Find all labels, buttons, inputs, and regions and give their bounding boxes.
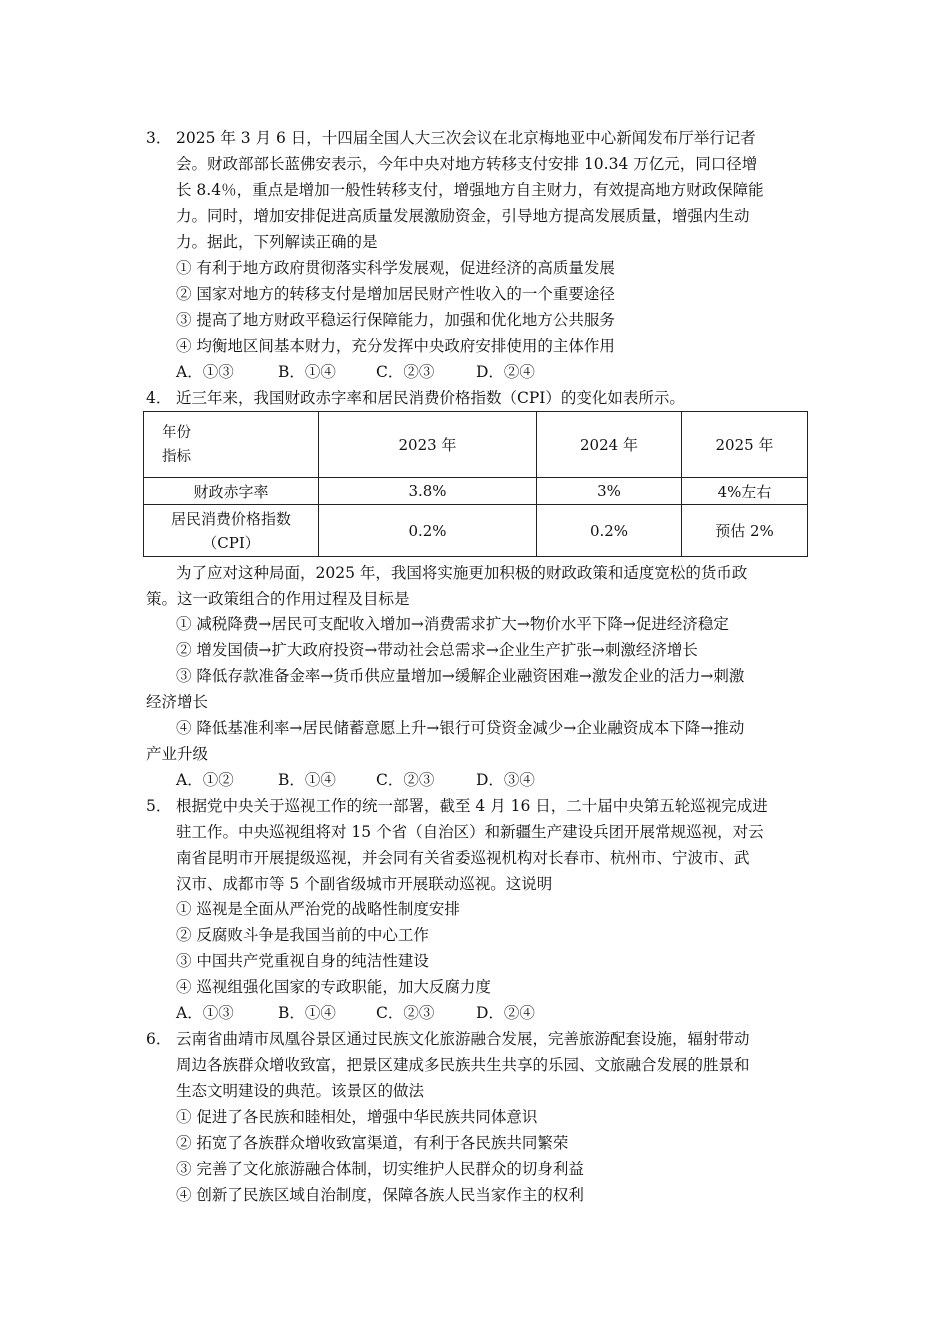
question-text-line: 长 8.4％，重点是增加一般性转移支付，增强地方自主财力，有效提高地方财政保障能 xyxy=(176,181,764,199)
option-c[interactable]: C．②③ xyxy=(376,363,435,381)
question-text-line: 2025 年 3 月 6 日，十四届全国人大三次会议在北京梅地亚中心新闻发布厅举行记者 xyxy=(176,129,756,147)
answer-options xyxy=(176,360,535,384)
statement-item-continuation: 产业升级 xyxy=(146,745,209,763)
table-cell: 0.2% xyxy=(537,505,682,557)
question-text-line: 策。这一政策组合的作用过程及目标是 xyxy=(146,590,410,608)
question-text-line: 驻工作。中央巡视组将对 15 个省（自治区）和新疆生产建设兵团开展常规巡视，对云 xyxy=(176,823,764,841)
statement-item: ② 增发国债→扩大政府投资→带动社会总需求→企业生产扩张→刺激经济增长 xyxy=(176,641,698,659)
option-d[interactable]: D．②④ xyxy=(476,1004,535,1022)
table-cell: 0.2% xyxy=(319,505,537,557)
question-number: 4． xyxy=(146,389,172,407)
corner-top-label: 年份 xyxy=(162,424,191,441)
option-c[interactable]: C．②③ xyxy=(376,1004,435,1022)
table-header-cell: 2025 年 xyxy=(682,412,808,478)
table-cell: 预估 2% xyxy=(682,505,808,557)
question-number: 5． xyxy=(146,797,172,815)
question-text-line: 周边各族群众增收致富，把景区建成多民族共生共享的乐园、文旅融合发展的胜景和 xyxy=(176,1056,750,1074)
table-corner-cell xyxy=(144,412,319,478)
answer-options xyxy=(176,768,535,792)
question-text-line: 为了应对这种局面，2025 年，我国将实施更加积极的财政政策和适度宽松的货币政 xyxy=(176,564,748,582)
statement-item: ④ 创新了民族区域自治制度，保障各族人民当家作主的权利 xyxy=(176,1186,584,1204)
row-label-line: （CPI） xyxy=(202,533,260,552)
question-text-line: 南省昆明市开展提级巡视，并会同有关省委巡视机构对长春市、杭州市、宁波市、武 xyxy=(176,849,750,867)
table-row-label xyxy=(144,505,319,557)
row-label-line: 居民消费价格指数 xyxy=(170,509,291,528)
table-cell: 3.8% xyxy=(319,478,537,505)
statement-item: ② 国家对地方的转移支付是增加居民财产性收入的一个重要途径 xyxy=(176,285,615,303)
statement-item: ③ 完善了文化旅游融合体制，切实维护人民群众的切身利益 xyxy=(176,1160,584,1178)
question-text-line: 近三年来，我国财政赤字率和居民消费价格指数（CPI）的变化如表所示。 xyxy=(176,389,685,407)
table-header-cell: 2023 年 xyxy=(319,412,537,478)
option-a[interactable]: A．①③ xyxy=(176,1004,234,1022)
table-row xyxy=(144,505,808,557)
statement-item: ① 有利于地方政府贯彻落实科学发展观，促进经济的高质量发展 xyxy=(176,259,615,277)
statement-item: ③ 中国共产党重视自身的纯洁性建设 xyxy=(176,952,429,970)
table-cell: 3% xyxy=(537,478,682,505)
question-text-line: 生态文明建设的典范。该景区的做法 xyxy=(176,1082,425,1100)
option-d[interactable]: D．②④ xyxy=(476,363,535,381)
option-a[interactable]: A．①② xyxy=(176,771,234,789)
option-b[interactable]: B．①④ xyxy=(278,1004,336,1022)
statement-item: ② 反腐败斗争是我国当前的中心工作 xyxy=(176,926,429,944)
statement-item-continuation: 经济增长 xyxy=(146,693,209,711)
table-header-row xyxy=(144,412,808,478)
question-number: 3． xyxy=(146,129,172,147)
option-b[interactable]: B．①④ xyxy=(278,771,336,789)
statement-item: ① 巡视是全面从严治党的战略性制度安排 xyxy=(176,900,460,918)
statement-item: ④ 均衡地区间基本财力，充分发挥中央政府安排使用的主体作用 xyxy=(176,337,615,355)
question-text-line: 云南省曲靖市凤凰谷景区通过民族文化旅游融合发展，完善旅游配套设施，辐射带动 xyxy=(176,1030,750,1048)
question-text-line: 汉市、成都市等 5 个副省级城市开展联动巡视。这说明 xyxy=(176,875,553,893)
statement-item: ③ 降低存款准备金率→货币供应量增加→缓解企业融资困难→激发企业的活力→刺激 xyxy=(176,667,745,685)
statement-item: ② 拓宽了各族群众增收致富渠道，有利于各民族共同繁荣 xyxy=(176,1134,569,1152)
option-b[interactable]: B．①④ xyxy=(278,363,336,381)
option-c[interactable]: C．②③ xyxy=(376,771,435,789)
table-row xyxy=(144,478,808,505)
table-header-cell: 2024 年 xyxy=(537,412,682,478)
question-text-line: 根据党中央关于巡视工作的统一部署，截至 4 月 16 日，二十届中央第五轮巡视完成进 xyxy=(176,797,768,815)
statement-item: ④ 降低基准利率→居民储蓄意愿上升→银行可贷资金减少→企业融资成本下降→推动 xyxy=(176,719,745,737)
table-row-label: 财政赤字率 xyxy=(144,478,319,505)
question-text-line: 会。财政部部长蓝佛安表示，今年中央对地方转移支付安排 10.34 万亿元，同口径增 xyxy=(176,155,758,173)
question-number: 6． xyxy=(146,1030,172,1048)
data-table xyxy=(143,411,808,557)
question-text-line: 力。同时，增加安排促进高质量发展激励资金，引导地方提高发展质量，增强内生动 xyxy=(176,207,750,225)
question-text-line: 力。据此，下列解读正确的是 xyxy=(176,233,378,251)
statement-item: ③ 提高了地方财政平稳运行保障能力，加强和优化地方公共服务 xyxy=(176,311,615,329)
option-d[interactable]: D．③④ xyxy=(476,771,535,789)
table-cell: 4%左右 xyxy=(682,478,808,505)
answer-options xyxy=(176,1001,535,1025)
corner-bottom-label: 指标 xyxy=(162,448,191,465)
option-a[interactable]: A．①③ xyxy=(176,363,234,381)
statement-item: ① 减税降费→居民可支配收入增加→消费需求扩大→物价水平下降→促进经济稳定 xyxy=(176,615,729,633)
statement-item: ④ 巡视组强化国家的专政职能，加大反腐力度 xyxy=(176,978,491,996)
statement-item: ① 促进了各民族和睦相处，增强中华民族共同体意识 xyxy=(176,1108,538,1126)
